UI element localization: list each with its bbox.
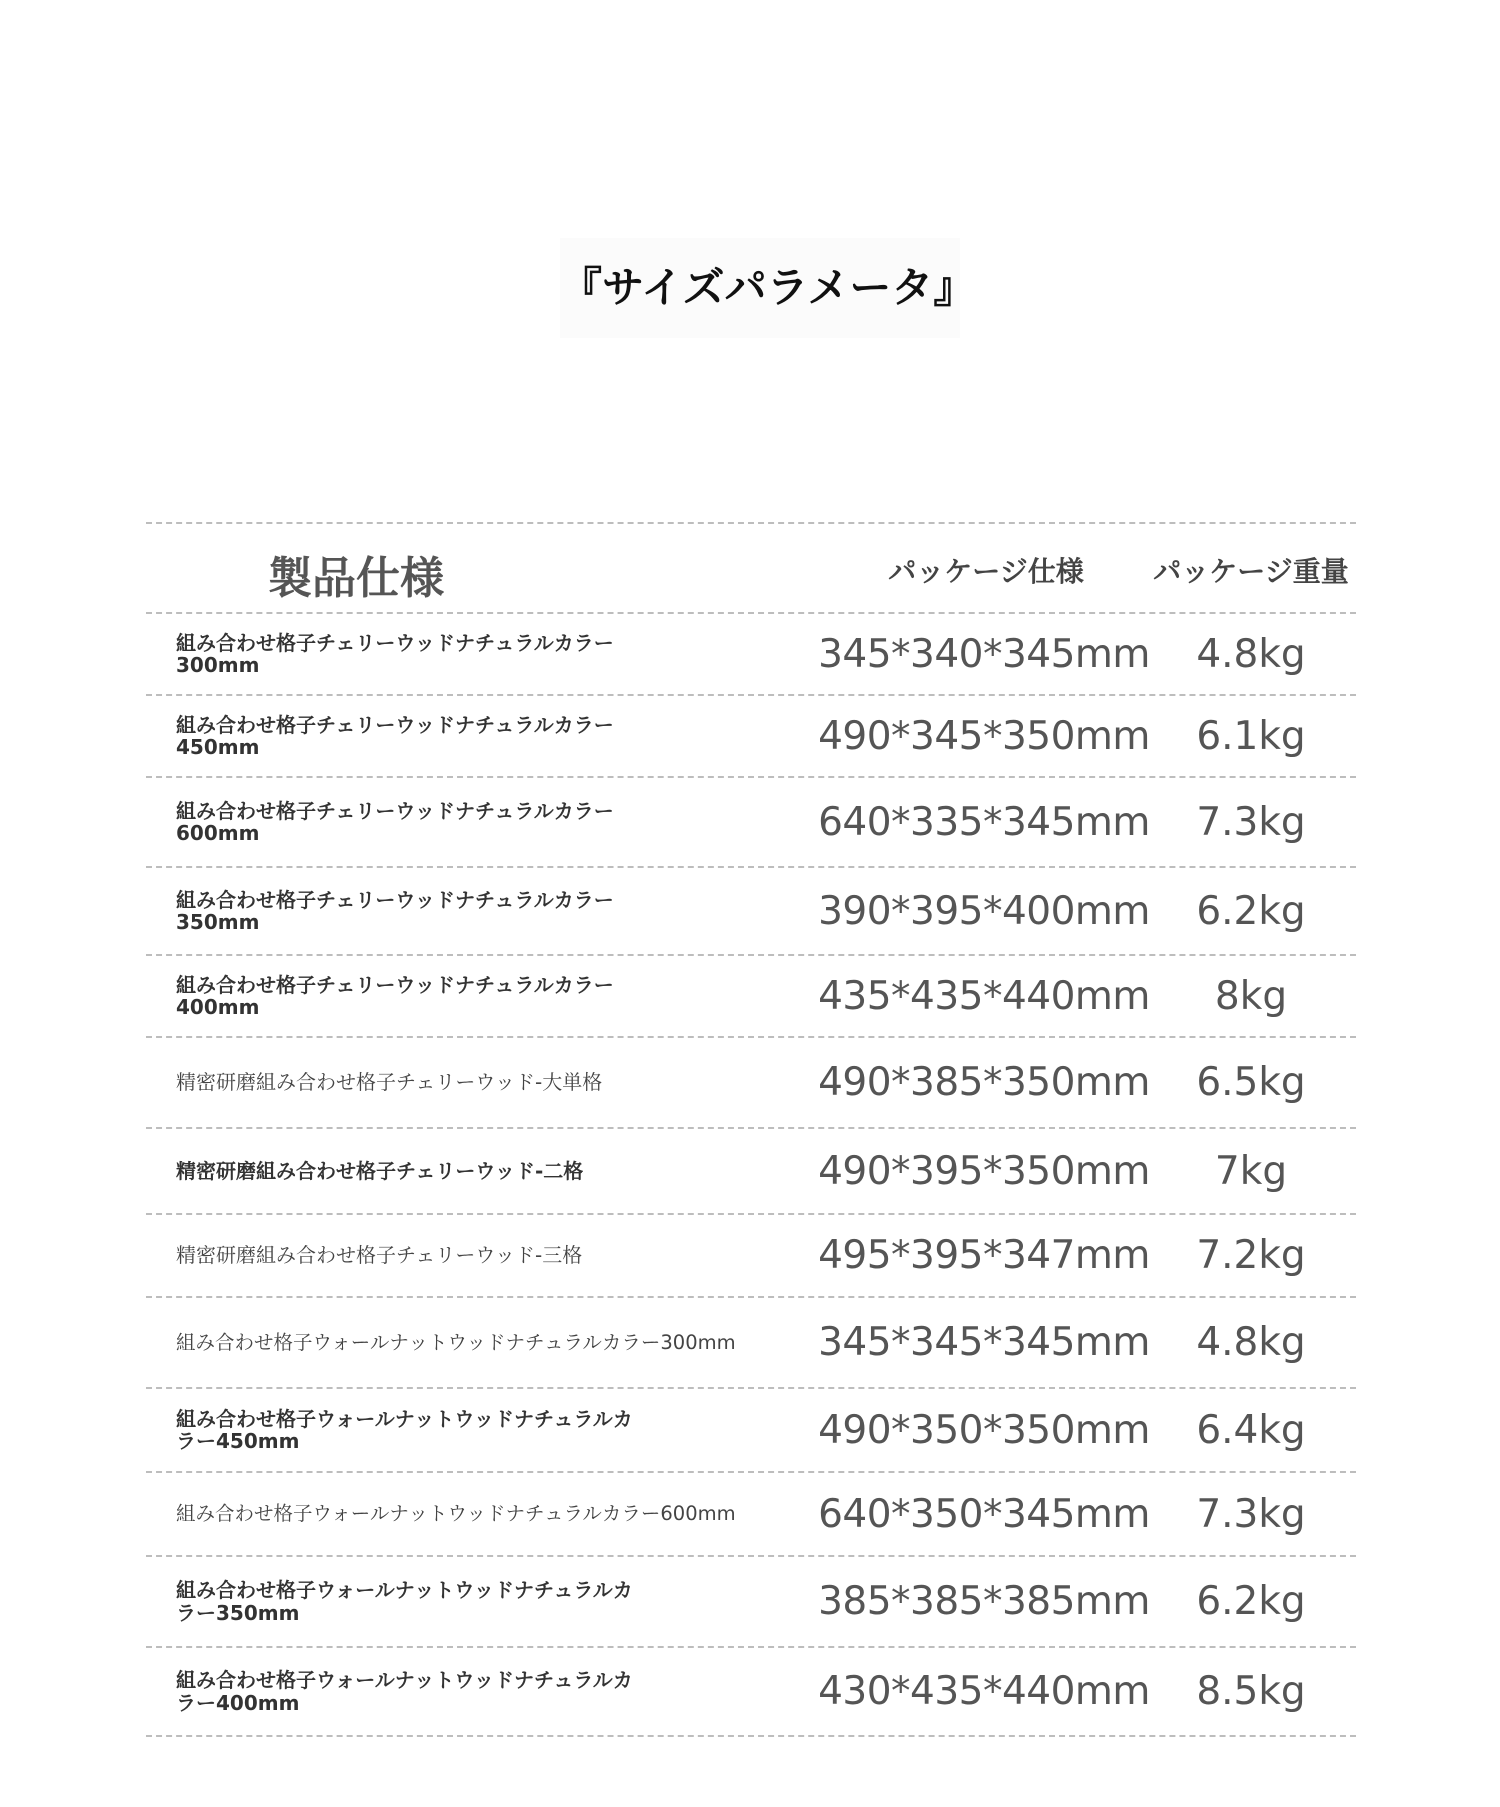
product-name: 組み合わせ格子ウォールナットウッドナチュラルカラー300mm <box>176 1330 736 1354</box>
package-weight: 8.5kg <box>1196 1669 1306 1714</box>
product-name: 組み合わせ格子チェリーウッドナチュラルカラー300mm <box>176 630 614 677</box>
package-weight: 8kg <box>1214 973 1288 1019</box>
package-weight: 4.8kg <box>1196 1320 1306 1365</box>
package-weight: 6.2kg <box>1196 888 1306 934</box>
table-row <box>146 1038 1356 1129</box>
table-row <box>146 1648 1356 1737</box>
package-weight: 7.2kg <box>1196 1233 1306 1278</box>
table-row <box>146 1298 1356 1389</box>
table-header-row <box>146 524 1356 614</box>
table-row <box>146 778 1356 868</box>
product-name: 精密研磨組み合わせ格子チェリーウッド-二格 <box>176 1158 584 1183</box>
package-size: 390*395*400mm <box>818 888 1150 934</box>
product-name: 組み合わせ格子ウォールナットウッドナチュラルカラー450mm <box>176 1406 633 1453</box>
header-package-weight: パッケージ重量 <box>1153 555 1349 588</box>
table-row <box>146 956 1356 1038</box>
table-row <box>146 1557 1356 1648</box>
package-size: 385*385*385mm <box>818 1579 1150 1624</box>
package-size: 435*435*440mm <box>818 973 1150 1019</box>
product-name: 組み合わせ格子ウォールナットウッドナチュラルカラー600mm <box>176 1502 736 1526</box>
product-name: 組み合わせ格子チェリーウッドナチュラルカラー600mm <box>176 798 614 845</box>
product-name: 精密研磨組み合わせ格子チェリーウッド-三格 <box>176 1243 583 1268</box>
package-size: 490*385*350mm <box>818 1060 1150 1105</box>
table-row <box>146 1389 1356 1473</box>
package-weight: 6.1kg <box>1196 713 1306 759</box>
package-size: 640*350*345mm <box>818 1491 1150 1537</box>
package-size: 490*395*350mm <box>818 1148 1150 1194</box>
table-row <box>146 1129 1356 1215</box>
page-title: 『サイズパラメータ』 <box>560 238 960 338</box>
header-package-spec: パッケージ仕様 <box>888 555 1084 588</box>
table-row <box>146 614 1356 696</box>
package-size: 345*340*345mm <box>818 631 1150 677</box>
package-weight: 6.2kg <box>1196 1579 1306 1624</box>
product-name: 組み合わせ格子チェリーウッドナチュラルカラー350mm <box>176 887 614 934</box>
package-weight: 7.3kg <box>1196 799 1306 845</box>
product-name: 精密研磨組み合わせ格子チェリーウッド-大単格 <box>176 1070 603 1095</box>
package-weight: 7kg <box>1214 1148 1288 1194</box>
package-size: 640*335*345mm <box>818 799 1150 845</box>
table-row <box>146 696 1356 778</box>
spec-table <box>146 522 1356 1737</box>
package-size: 430*435*440mm <box>818 1669 1150 1714</box>
package-weight: 7.3kg <box>1196 1491 1306 1537</box>
product-name: 組み合わせ格子チェリーウッドナチュラルカラー400mm <box>176 972 614 1019</box>
package-weight: 6.5kg <box>1196 1060 1306 1105</box>
package-size: 345*345*345mm <box>818 1320 1150 1365</box>
package-weight: 4.8kg <box>1196 631 1306 677</box>
package-weight: 6.4kg <box>1196 1407 1306 1453</box>
table-row <box>146 1473 1356 1557</box>
table-row <box>146 1215 1356 1298</box>
product-name: 組み合わせ格子ウォールナットウッドナチュラルカラー400mm <box>176 1668 633 1715</box>
table-row <box>146 868 1356 956</box>
product-name: 組み合わせ格子チェリーウッドナチュラルカラー450mm <box>176 712 614 759</box>
package-size: 495*395*347mm <box>818 1233 1150 1278</box>
package-size: 490*345*350mm <box>818 713 1150 759</box>
product-name: 組み合わせ格子ウォールナットウッドナチュラルカラー350mm <box>176 1578 633 1625</box>
header-product-spec: 製品仕様 <box>268 553 444 604</box>
package-size: 490*350*350mm <box>818 1407 1150 1453</box>
